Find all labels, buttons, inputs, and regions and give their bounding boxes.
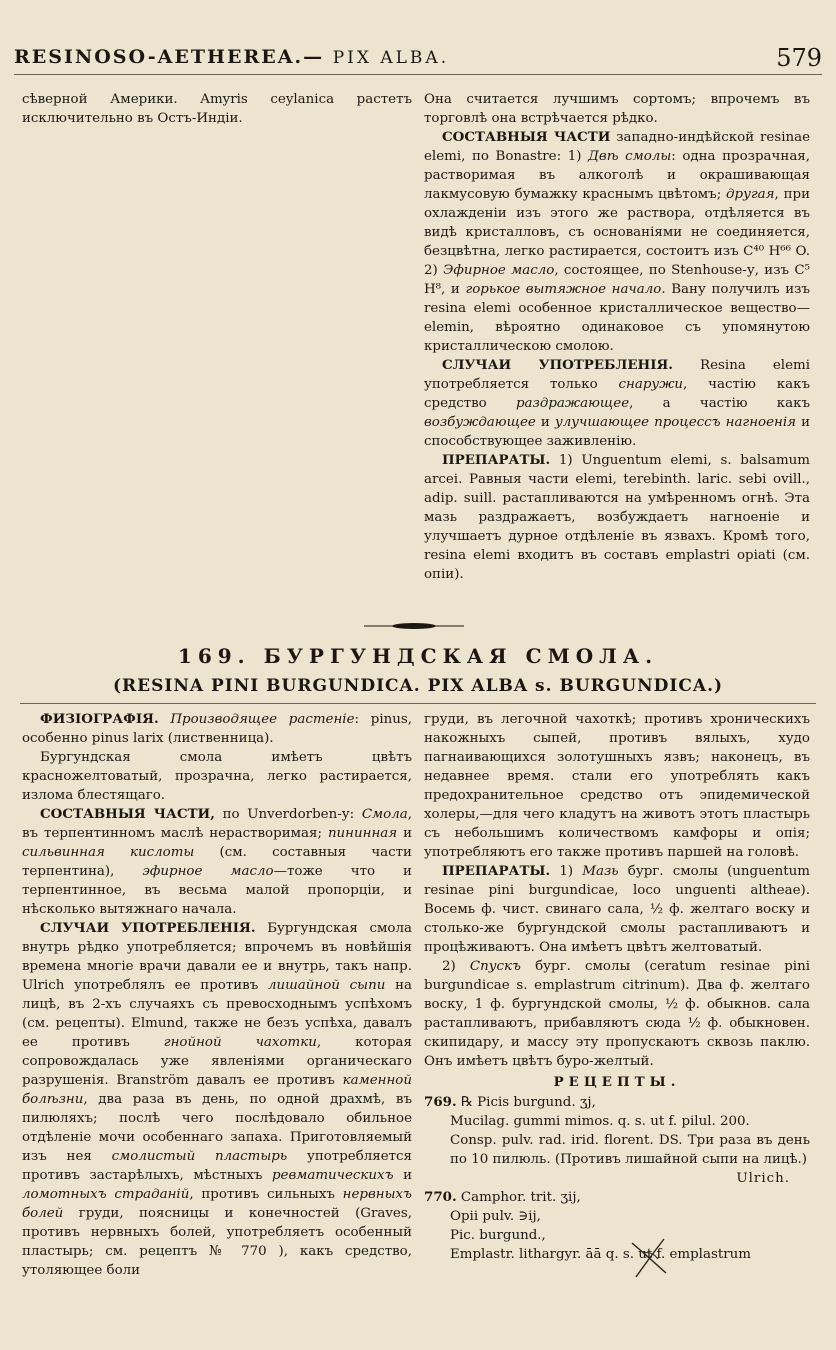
handwritten-mark — [626, 1233, 672, 1283]
recipes-heading: РЕЦЕПТЫ. — [553, 1074, 681, 1090]
paragraph-components: СОСТАВНЫЯ ЧАСТИ, по Unverdorben-у: Смола, въ терпентинномъ маслѣ нерастворимая; пининная и сильвинная кислоты (см. составныя части терпентина), эфирное масло—тоже что и терпентинное, въ весьма малой пропорціи, и нѣсколько вытяжнаго начала. — [22, 806, 412, 917]
paragraph-usage: СЛУЧАИ УПОТРЕБЛЕНІЯ. Бургундская смола внутрь рѣдко употребляется; впрочемъ въ новѣйшія времена многіе врачи давали ее и внутрь, такъ напр. Ulrich употреблялъ ее противъ лишайной сыпи на лицѣ, въ 2-хъ случаяхъ съ превосходнымъ успѣхомъ (см. рецепты). Elmund, также не безъ успѣха, давалъ ее противъ гнойной чахотки, которая сопровождалась уже явленіями органическаго разрушенія. Branström давалъ ее противъ каменной болѣзни, два раза въ день, по одной драхмѣ, въ пилюляхъ; послѣ чего послѣдовало обильное отдѣленіе мочи особеннаго запаха. Приготовляемый изъ нея смолистый пластырь употребляется противъ застарѣлыхъ, мѣстныхъ ревматическихъ и ломотныхъ страданій, противъ сильныхъ нервныхъ болей груди, поясницы и конечностей (Graves, противъ нервныхъ болей, употребляетъ особенный пластырь; см. рецептъ № 770 ), какъ средство, утоляющее боли — [22, 920, 412, 1278]
page-number: 579 — [776, 44, 822, 72]
upper-right-column — [424, 90, 810, 610]
recipe-author: Ulrich. — [736, 1171, 790, 1186]
paragraph: сѣверной Америки. Amyris ceylanica растетъ исключительно въ Остъ-Индіи. — [22, 92, 412, 126]
paragraph-usage: СЛУЧАИ УПОТРЕБЛЕНІЯ. Resina elemi употребляется только снаружи, частію какъ средство раздражающее, а частію какъ возбуждающее и улучшающее процессъ нагноенія и способствующее заживленію. — [424, 357, 810, 449]
recipe-770: 770. Camphor. trit. ʒij, Opii pulv. ∋ij, Pic. burgund., Emplastr. lithargyr. āā q. s. ut f. emplastrum — [424, 1189, 751, 1262]
section-divider — [20, 703, 816, 704]
paragraph: груди, въ легочной чахоткѣ; противъ хроническихъ накожныхъ сыпей, противъ вялыхъ, худо пагнаивающихся золотушныхъ язвъ; наконецъ, въ недавнее время. стали его употреблять какъ предохранительное средство отъ эпидемической холеры,—для чего кладутъ на животъ этотъ пластырь съ небольшимъ количествомъ камфоры и опія; употребляютъ его также противъ паршей на головѣ. — [424, 712, 810, 860]
recipe-769: 769. ℞ Picis burgund. ʒj, Mucilag. gummi mimos. q. s. ut f. pilul. 200. Consp. pulv. rad. irid. florent. DS. Три раза въ день по 10 пилюль. (Противъ лишайной сыпи на лицѣ.) Ulrich. — [424, 1094, 810, 1186]
lower-left-column — [22, 710, 412, 1346]
running-head — [14, 44, 822, 75]
paragraph-components: СОСТАВНЫЯ ЧАСТИ западно-индѣйской resinae elemi, по Bonastre: 1) Двѣ смолы: одна прозрачная, растворимая въ алкоголѣ и окрашивающая лакмусовую бумажку краснымъ цвѣтомъ; другая, при охлажденіи изъ этого же раствора, отдѣляется въ видѣ кристалловъ, съ основаніями не соединяется, безцвѣтна, легко растирается, состоитъ изъ C⁴⁰ H⁶⁶ O. 2) Эфирное масло, состоящее, по Stenhouse-у, изъ C⁵ H⁸, и горькое вытяжное начало. Вану получилъ изъ resina elemi особенное кристаллическое вещество—elemin, вѣроятно одинаковое съ упомянутою кристаллическою смолою. — [424, 129, 810, 354]
paragraph-preparations: ПРЕПАРАТЫ. 1) Unguentum elemi, s. balsamum arcei. Равныя части elemi, terebinth. laric. sebi ovill., adip. suill. растапливаются на умѣренномъ огнѣ. Эта мазь раздражаетъ, возбуждаетъ нагноеніе и улучшаетъ дурное отдѣленіе въ язвахъ. Кромѣ того, resina elemi входитъ въ составъ emplastri opiati (см. опіи). — [424, 452, 810, 582]
paragraph: Она считается лучшимъ сортомъ; впрочемъ въ торговлѣ она встрѣчается рѣдко. — [424, 92, 810, 126]
section-latin-title: (RESINA PINI BURGUNDICA. PIX ALBA s. BURGUNDICA.) — [112, 676, 724, 696]
section-title: 169. БУРГУНДСКАЯ СМОЛА. — [177, 644, 659, 668]
running-title: RESINOSO-AETHEREA.— PIX ALBA. — [14, 46, 450, 68]
paragraph-physiography: ФИЗІОГРАФІЯ. Производящее растеніе: pinus, особенно pinus larix (лиственница). — [22, 711, 412, 746]
paragraph-ceratum: 2) Спускъ бург. смолы (ceratum resinae pini burgundicae s. emplastrum citrinum). Два ф. желтаго воску, 1 ф. бургундской смолы, ½ ф. обыкнов. сала растапливаютъ, прибавляютъ сюда ½ ф. обыкновен. скипидару, и массу эту пропускаютъ сквозь паклю. Онъ имѣетъ цвѣтъ буро-желтый. — [424, 959, 810, 1069]
lower-right-column — [424, 710, 810, 1346]
ornament-divider — [364, 621, 464, 631]
paragraph-preparations: ПРЕПАРАТЫ. 1) Мазь бург. смолы (unguentum resinae pini burgundicae, loco unguenti altheae). Восемь ф. чист. свинаго сала, ½ ф. желтаго воску и столько-же бургундской смолы растапливаютъ и процѣживаютъ. Она имѣетъ цвѣтъ желтоватый. — [424, 863, 810, 955]
paragraph: Бургундская смола имѣетъ цвѣтъ красножелтоватый, прозрачна, легко растирается, излома блестящаго. — [22, 750, 412, 803]
upper-left-column — [22, 90, 412, 610]
